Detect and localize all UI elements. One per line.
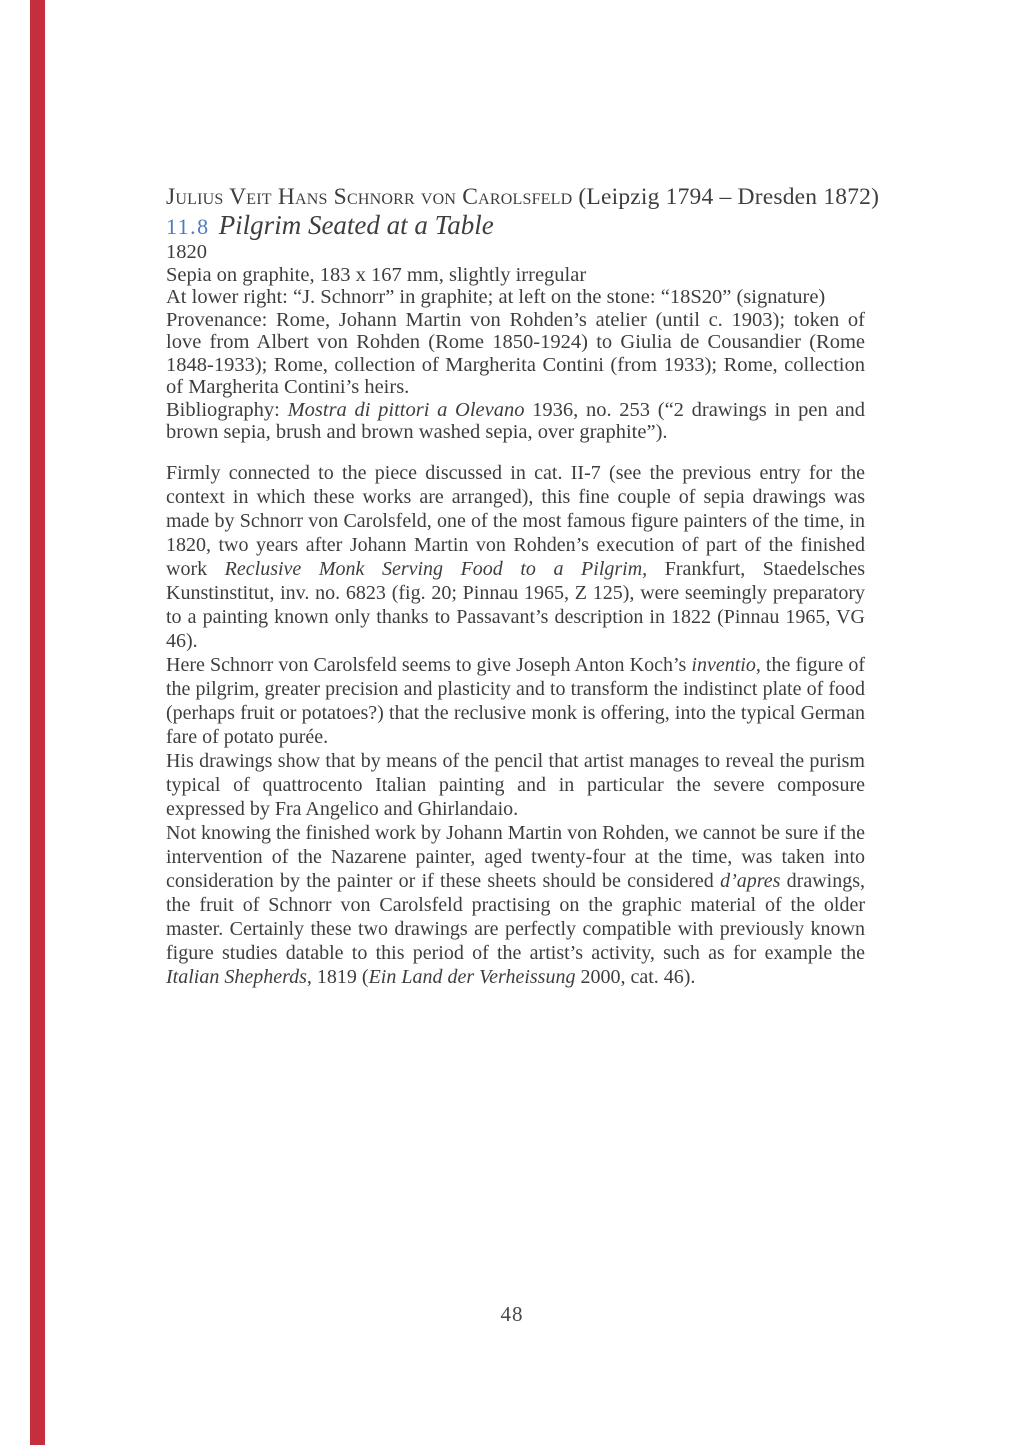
- artist-dates: (Leipzig 1794 – Dresden 1872): [578, 184, 880, 210]
- artwork-year: 1820: [166, 241, 207, 263]
- artwork-inscription: At lower right: “J. Schnorr” in graphite; at left on the stone: “18S20” (signature): [166, 286, 826, 308]
- catalog-number: 11.8: [166, 214, 210, 239]
- essay-paragraph: Firmly connected to the piece discussed in cat. II-7 (see the previous entry for the context in which these works are arranged), this fine couple of sepia drawings was made by Schnorr von Carolsfeld, one of the most famous figure painters of the time, in 1820, two years after Johann Martin von Rohden’s execution of part of the finished work Reclusive Monk Serving Food to a Pilgrim, Frankfurt, Staedelsches Kunstinstitut, inv. no. 6823 (fig. 20; Pinnau 1965, Z 125), were seemingly preparatory to a painting known only thanks to Passavant’s description in 1822 (Pinnau 1965, VG 46).: [166, 461, 865, 652]
- artwork-title-line: [166, 211, 865, 241]
- bibliography-paragraph: Bibliography: Mostra di pittori a Olevano 1936, no. 253 (“2 drawings in pen and brown sepia, brush and brown washed sepia, over graphite”).: [166, 398, 865, 443]
- artist-name: Julius Veit Hans Schnorr von Carolsfeld: [166, 184, 573, 210]
- artwork-title: Pilgrim Seated at a Table: [218, 210, 494, 240]
- left-edge-red-stripe: [30, 0, 45, 1445]
- page-number: 48: [500, 1302, 524, 1326]
- artwork-medium: Sepia on graphite, 183 x 167 mm, slightly irregular: [166, 263, 587, 286]
- essay-paragraph: Here Schnorr von Carolsfeld seems to give Joseph Anton Koch’s inventio, the figure of the pilgrim, greater precision and plasticity and to transform the indistinct plate of food (perhaps fruit or potatoes?) that the reclusive monk is offering, into the typical German fare of potato purée.: [166, 653, 865, 748]
- artist-header: [166, 183, 880, 211]
- essay-paragraph: His drawings show that by means of the pencil that artist manages to reveal the purism typical of quattrocento Italian painting and in particular the severe composure expressed by Fra Angelico and Ghirlandaio.: [166, 749, 865, 820]
- essay-paragraph: Not knowing the finished work by Johann Martin von Rohden, we cannot be sure if the intervention of the Nazarene painter, aged twenty-four at the time, was taken into consideration by the painter or if these sheets should be considered d’apres drawings, the fruit of Schnorr von Carolsfeld practising on the graphic material of the older master. Certainly these two drawings are perfectly compatible with previously known figure studies datable to this period of the artist’s activity, such as for example the Italian Shepherds, 1819 (Ein Land der Verheissung 2000, cat. 46).: [166, 821, 865, 988]
- artwork-metadata: [166, 241, 865, 444]
- catalog-entry: [166, 183, 880, 989]
- provenance-paragraph: Provenance: Rome, Johann Martin von Rohden’s atelier (until c. 1903); token of love from Albert von Rohden (Rome 1850-1924) to Giulia de Cousandier (Rome 1848-1933); Rome, collection of Margherita Contini (from 1933); Rome, collection of Margherita Contini’s heirs.: [166, 308, 865, 398]
- essay-text: [166, 461, 865, 989]
